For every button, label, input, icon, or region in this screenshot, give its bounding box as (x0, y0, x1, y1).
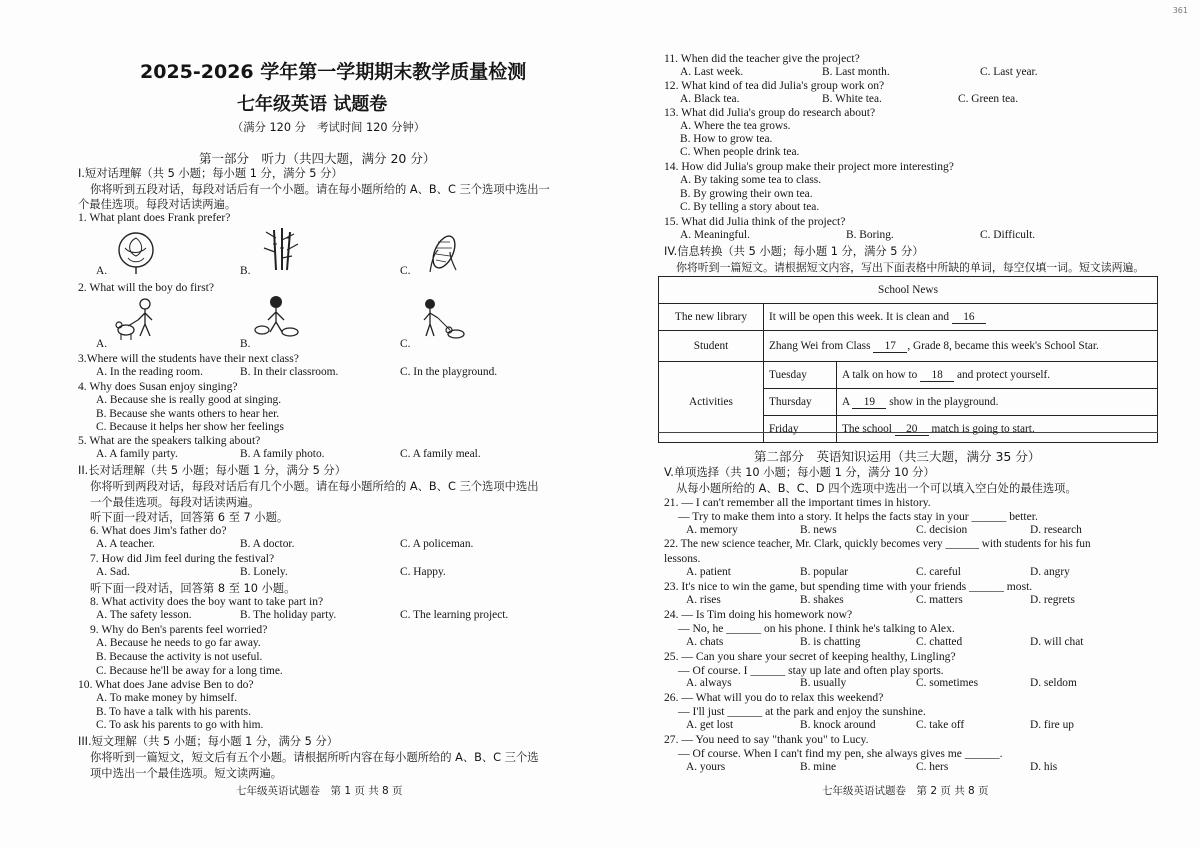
q14-option-c: C. By telling a story about tea. (680, 201, 820, 213)
answer-blank-19[interactable]: 19 (852, 396, 886, 409)
sec4-heading: IV.信息转换（共 5 小题；每小题 1 分，满分 5 分） (664, 245, 924, 258)
sec2-instruction-2: 一个最佳选项。每段对话读两遍。 (90, 496, 260, 509)
table-title: School News (659, 277, 1158, 304)
friday-text-pre: The school (842, 422, 892, 435)
q22-option-d: D. angry (1030, 566, 1070, 578)
q8-option-c: C. The learning project. (400, 609, 509, 621)
student-text-pre: Zhang Wei from Class (769, 339, 871, 352)
q3-option-b: B. In their classroom. (240, 366, 339, 378)
q9-stem: 9. Why do Ben's parents feel worried? (90, 623, 268, 636)
q24-option-b: B. is chatting (800, 636, 861, 648)
answer-blank-16[interactable]: 16 (952, 311, 986, 324)
q15-stem: 15. What did Julia think of the project? (664, 215, 846, 228)
q22-option-c: C. careful (916, 566, 961, 578)
sec3-instruction-2: 项中选出一个最佳选项。短文读两遍。 (90, 767, 283, 780)
sec2-listen-1: 听下面一段对话，回答第 6 至 7 小题。 (90, 511, 289, 524)
boy-with-dog-icon (416, 296, 468, 342)
exam-subtitle: 七年级英语 试题卷 (237, 94, 388, 115)
part2-heading: 第二部分 英语知识运用（共三大题，满分 35 分） (754, 449, 1041, 464)
sec3-instruction: 你将听到一篇短文，短文后有五个小题。请根据所听内容在每小题所给的 A、B、C 三个选 (90, 751, 539, 764)
q14-stem: 14. How did Julia's group make their project more interesting? (664, 160, 954, 173)
school-news-table (658, 276, 1158, 443)
q23-option-d: D. regrets (1030, 594, 1075, 606)
q5-option-b: B. A family photo. (240, 448, 325, 460)
answer-blank-20[interactable]: 20 (895, 423, 929, 436)
q12-option-a: A. Black tea. (680, 93, 740, 105)
q4-stem: 4. Why does Susan enjoy singing? (78, 380, 238, 393)
q25-option-d: D. seldom (1030, 677, 1077, 689)
q15-option-a: A. Meaningful. (680, 229, 750, 241)
q2-option-a: A. (96, 338, 108, 350)
footer-right: 七年级英语试题卷 第 2 页 共 8 页 (822, 785, 989, 797)
q2-option-c: C. (400, 338, 411, 350)
q13-option-c: C. When people drink tea. (680, 146, 800, 158)
q26-option-d: D. fire up (1030, 719, 1074, 731)
q8-option-b: B. The holiday party. (240, 609, 337, 621)
q23-option-a: A. rises (686, 594, 721, 606)
day-thursday: Thursday (764, 389, 837, 416)
q27-line1: 27. — You need to say "thank you" to Lucy. (664, 733, 869, 746)
q14-option-a: A. By taking some tea to class. (680, 174, 822, 186)
q24-line1: 24. — Is Tim doing his homework now? (664, 608, 853, 621)
q22-line1: 22. The new science teacher, Mr. Clark, quickly becomes very ______ with students for his fun (664, 538, 1091, 550)
friday-text-post: match is going to start. (931, 422, 1035, 435)
q27-line2: — Of course. When I can't find my pen, she always gives me ______. (678, 747, 1003, 760)
q4-option-c: C. Because it helps her show her feelings (96, 421, 284, 433)
q3-option-c: C. In the playground. (400, 366, 498, 378)
corn-icon (416, 230, 468, 276)
q8-stem: 8. What activity does the boy want to take part in? (90, 595, 324, 608)
q21-option-d: D. research (1030, 524, 1082, 536)
q13-option-b: B. How to grow tea. (680, 133, 773, 145)
q21-option-a: A. memory (686, 524, 738, 536)
q22-option-b: B. popular (800, 566, 849, 578)
q25-line1: 25. — Can you share your secret of keeping healthy, Lingling? (664, 650, 956, 663)
q11-stem: 11. When did the teacher give the project? (664, 52, 860, 65)
q11-option-a: A. Last week. (680, 66, 744, 78)
q13-stem: 13. What did Julia's group do research about? (664, 106, 876, 119)
row-label-activities: Activities (659, 362, 764, 443)
q23-line1: 23. It's nice to win the game, but spending time with your friends ______ most. (664, 580, 1033, 593)
q10-option-c: C. To ask his parents to go with him. (96, 719, 264, 731)
q9-option-b: B. Because the activity is not useful. (96, 651, 263, 663)
sec5-instruction: 从每小题所给的 A、B、C、D 四个选项中选出一个可以填入空白处的最佳选项。 (676, 482, 1077, 495)
q25-option-c: C. sometimes (916, 677, 979, 689)
q6-option-c: C. A policeman. (400, 538, 474, 550)
footer-left: 七年级英语试题卷 第 1 页 共 8 页 (236, 785, 403, 797)
q9-option-c: C. Because he'll be away for a long time. (96, 665, 283, 677)
q23-option-c: C. matters (916, 594, 963, 606)
q1-stem: 1. What plant does Frank prefer? (78, 211, 231, 224)
row-label-library: The new library (659, 304, 764, 331)
rose-icon (110, 230, 162, 276)
thursday-text-post: show in the playground. (889, 395, 999, 408)
q25-option-a: A. always (686, 677, 732, 689)
sec2-heading: II.长对话理解（共 5 小题；每小题 1 分，满分 5 分） (78, 464, 347, 477)
q11-option-b: B. Last month. (822, 66, 890, 78)
q26-line1: 26. — What will you do to relax this weekend? (664, 691, 884, 704)
q26-option-a: A. get lost (686, 719, 734, 731)
sec2-instruction: 你将听到两段对话，每段对话后有几个小题。请在每小题所给的 A、B、C 三个选项中选出 (90, 480, 539, 493)
q10-option-b: B. To have a talk with his parents. (96, 706, 251, 718)
day-friday: Friday (764, 416, 837, 443)
q21-option-c: C. decision (916, 524, 968, 536)
activity-thursday (837, 389, 1158, 416)
q1-option-b: B. (240, 265, 251, 277)
q4-option-a: A. Because she is really good at singing. (96, 394, 282, 406)
part1-heading: 第一部分 听力（共四大题，满分 20 分） (199, 151, 436, 166)
q25-option-b: B. usually (800, 677, 847, 689)
q27-option-c: C. hers (916, 761, 949, 773)
activity-tuesday (837, 362, 1158, 389)
q4-option-b: B. Because she wants others to hear her. (96, 408, 280, 420)
day-tuesday: Tuesday (764, 362, 837, 389)
q22-line2: lessons. (664, 552, 701, 565)
q14-option-b: B. By growing their own tea. (680, 188, 813, 200)
q7-option-a: A. Sad. (96, 566, 130, 578)
q9-option-a: A. Because he needs to go far away. (96, 637, 261, 649)
q25-line2: — Of course. I ______ stay up late and often play sports. (678, 664, 944, 677)
q24-option-d: D. will chat (1030, 636, 1084, 648)
library-text: It will be open this week. It is clean and (769, 310, 950, 323)
q10-option-a: A. To make money by himself. (96, 692, 238, 704)
sec3-heading: III.短文理解（共 5 小题；每小题 1 分，满分 5 分） (78, 735, 339, 748)
q12-option-b: B. White tea. (822, 93, 882, 105)
answer-blank-17[interactable]: 17 (873, 340, 907, 353)
q26-option-b: B. knock around (800, 719, 876, 731)
q1-option-c: C. (400, 265, 411, 277)
sec1-heading: I.短对话理解（共 5 小题；每小题 1 分，满分 5 分） (78, 167, 343, 180)
q27-option-b: B. mine (800, 761, 837, 773)
q3-option-a: A. In the reading room. (96, 366, 203, 378)
q13-option-a: A. Where the tea grows. (680, 120, 791, 132)
q6-option-a: A. A teacher. (96, 538, 155, 550)
q15-option-c: C. Difficult. (980, 229, 1036, 241)
sec1-instruction-2: 个最佳选项。每段对话读两遍。 (78, 198, 237, 211)
q2-stem: 2. What will the boy do first? (78, 281, 214, 294)
tuesday-text-post: and protect yourself. (956, 368, 1051, 381)
boy-walking-dog-icon (112, 296, 164, 342)
q2-option-b: B. (240, 338, 251, 350)
row-label-student: Student (659, 331, 764, 362)
q5-option-a: A. A family party. (96, 448, 178, 460)
student-text-post: , Grade 8, became this week's School Star. (907, 339, 1099, 352)
row-library (764, 304, 1158, 331)
q8-option-a: A. The safety lesson. (96, 609, 192, 621)
q21-option-b: B. news (800, 524, 837, 536)
sec4-instruction: 你将听到一篇短文。请根据短文内容，写出下面表格中所缺的单词，每空仅填一词。短文读两遍。 (676, 261, 1145, 274)
q7-stem: 7. How did Jim feel during the festival? (90, 552, 275, 565)
q26-line2: — I'll just ______ at the park and enjoy the sunshine. (678, 705, 926, 718)
sec5-heading: V.单项选择（共 10 小题；每小题 1 分，满分 10 分） (664, 466, 935, 479)
thursday-text-pre: A (842, 395, 850, 408)
q6-option-b: B. A doctor. (240, 538, 295, 550)
tuesday-text-pre: A talk on how to (842, 368, 918, 381)
q7-option-b: B. Lonely. (240, 566, 288, 578)
q21-line2: — Try to make them into a story. It helps the facts stay in your ______ better. (678, 510, 1038, 523)
corner-mark: 361 (1172, 6, 1188, 15)
bamboo-icon (254, 226, 306, 272)
answer-blank-18[interactable]: 18 (920, 369, 954, 382)
q11-option-c: C. Last year. (980, 66, 1038, 78)
q24-option-c: C. chatted (916, 636, 963, 648)
boy-feeding-dog-icon (252, 294, 304, 340)
q22-option-a: A. patient (686, 566, 731, 578)
section-divider (658, 432, 1158, 433)
row-student (764, 331, 1158, 362)
q21-line1: 21. — I can't remember all the important times in history. (664, 496, 931, 509)
q10-stem: 10. What does Jane advise Ben to do? (78, 678, 254, 691)
q1-option-a: A. (96, 265, 108, 277)
q12-option-c: C. Green tea. (958, 93, 1019, 105)
activity-friday (837, 416, 1158, 443)
exam-meta: （满分 120 分 考试时间 120 分钟） (232, 121, 426, 134)
q5-stem: 5. What are the speakers talking about? (78, 434, 261, 447)
q24-line2: — No, he ______ on his phone. I think he's talking to Alex. (678, 622, 955, 635)
q26-option-c: C. take off (916, 719, 965, 731)
q24-option-a: A. chats (686, 636, 724, 648)
sec2-listen-2: 听下面一段对话，回答第 8 至 10 小题。 (90, 582, 296, 595)
q23-option-b: B. shakes (800, 594, 844, 606)
q3-stem: 3.Where will the students have their next class? (78, 352, 299, 365)
q5-option-c: C. A family meal. (400, 448, 481, 460)
q27-option-a: A. yours (686, 761, 726, 773)
q12-stem: 12. What kind of tea did Julia's group work on? (664, 79, 885, 92)
sec1-instruction: 你将听到五段对话，每段对话后有一个小题。请在每小题所给的 A、B、C 三个选项中选出一 (90, 183, 550, 196)
exam-title: 2025-2026 学年第一学期期末教学质量检测 (140, 61, 527, 83)
q6-stem: 6. What does Jim's father do? (90, 524, 227, 537)
q15-option-b: B. Boring. (846, 229, 894, 241)
q27-option-d: D. his (1030, 761, 1058, 773)
q7-option-c: C. Happy. (400, 566, 446, 578)
